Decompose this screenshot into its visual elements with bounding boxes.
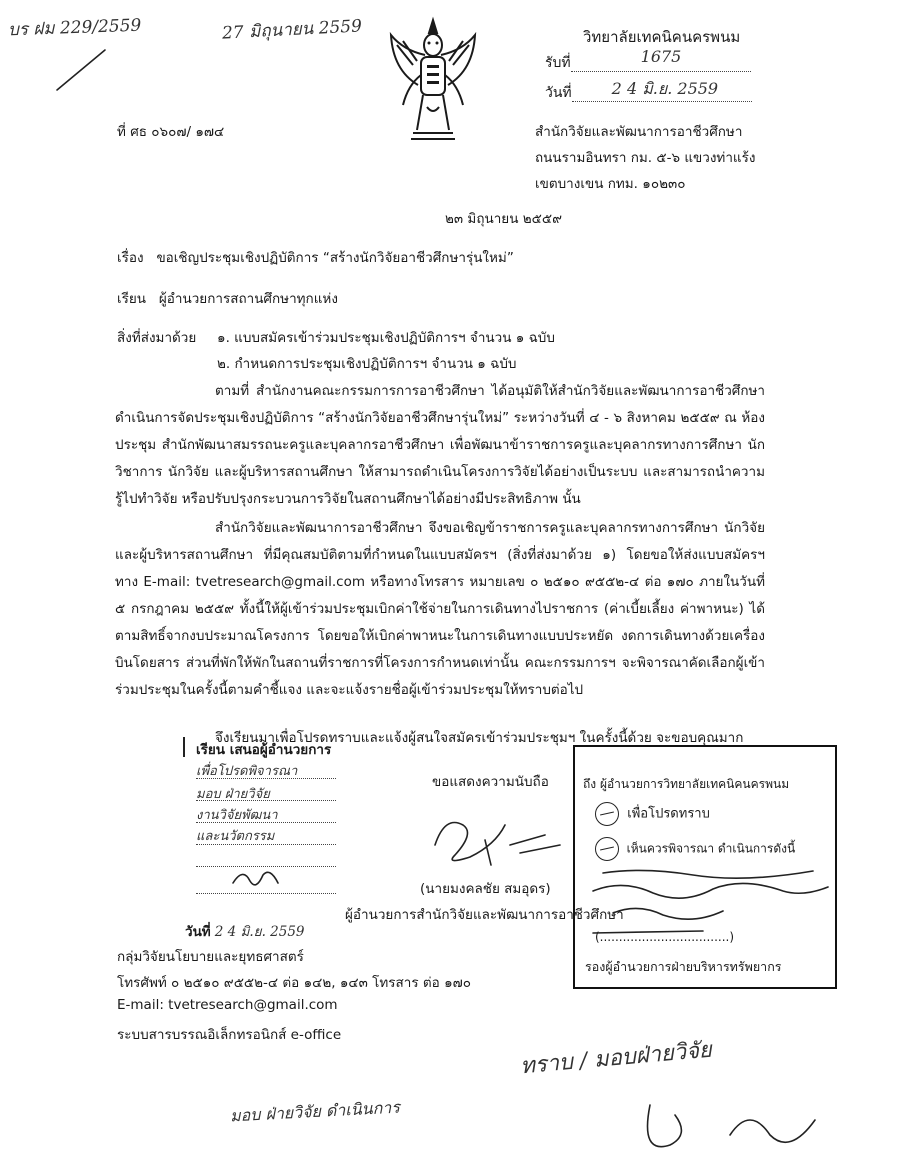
stamp-title: ถึง ผู้อำนวยการวิทยาลัยเทคนิคนครพนม bbox=[583, 777, 790, 791]
footer-phone: โทรศัพท์ ๐ ๒๕๑๐ ๙๕๕๒-๔ ต่อ ๑๔๒, ๑๔๓ โทรสาร ต่อ ๑๗๐ bbox=[117, 975, 472, 991]
receipt-no-row bbox=[545, 47, 751, 74]
footer-system: ระบบสารบรรณอิเล็กทรอนิกส์ e-office bbox=[117, 1027, 342, 1043]
subject-label: เรื่อง bbox=[117, 250, 144, 266]
left-memo-dotline-4 bbox=[196, 844, 336, 845]
encl-item-1: ๑. แบบสมัครเข้าร่วมประชุมเชิงปฏิบัติการฯ จำนวน ๑ ฉบับ bbox=[217, 330, 555, 346]
stamp-option-1 bbox=[595, 802, 710, 826]
signer-name: (นายมงคลชัย สมอุดร) bbox=[420, 881, 551, 897]
signer-title: ผู้อำนวยการสำนักวิจัยและพัฒนาการอาชีวศึกษา bbox=[345, 907, 624, 923]
left-memo-dotline-2 bbox=[196, 800, 336, 801]
left-memo-line2: มอบ ฝ่ายวิจัย bbox=[196, 787, 270, 802]
receipt-no-label: รับที่ bbox=[545, 55, 571, 71]
sender-office: สำนักวิจัยและพัฒนาการอาชีวศึกษา bbox=[535, 124, 743, 140]
address-line1: ถนนรามอินทรา กม. ๕-๖ แขวงท่าแร้ง bbox=[535, 150, 756, 166]
routing-stamp-box bbox=[573, 745, 837, 989]
handwriting-bottom-right-signature bbox=[640, 1085, 840, 1165]
to-label: เรียน bbox=[117, 291, 147, 307]
left-memo-line3: งานวิจัยพัฒนา bbox=[196, 808, 278, 823]
to-text: ผู้อำนวยการสถานศึกษาทุกแห่ง bbox=[158, 291, 338, 307]
subject-row bbox=[117, 246, 514, 268]
left-memo-dotline-3 bbox=[196, 822, 336, 823]
stamp-option-1-mark bbox=[595, 802, 619, 826]
receipt-date-row bbox=[545, 79, 752, 104]
body-paragraph-1: ตามที่ สำนักงานคณะกรรมการการอาชีวศึกษา ได้อนุมัติให้สำนักวิจัยและพัฒนาการอาชีวศึกษา ดำเนินการจัดประชุมเชิงปฏิบัติการ “สร้างนักวิจัยอาชีวศึกษารุ่นใหม่” ระหว่างวันที่ ๔ - ๖ สิงหาคม ๒๕๕๙ ณ ห้องประชุม สำนักพัฒนาสมรรถนะครูและบุคลากรอาชีวศึกษา เพื่อพัฒนาข้าราชการครูและบุคลากรทางการศึกษา นักวิชาการ นักวิจัย และผู้บริหารสถานศึกษา ให้สามารถดำเนินโครงการวิจัยได้อย่างเป็นระบบ และสามารถนำความรู้ไปทำวิจัย หรือปรับปรุงกระบวนการวิจัยในสถานศึกษาได้อย่างมีประสิทธิภาพ นั้น bbox=[115, 383, 765, 507]
receipt-no-value: 1675 bbox=[640, 47, 682, 66]
address-line2: เขตบางเขน กทม. ๑๐๒๓๐ bbox=[535, 176, 686, 192]
left-memo-initials bbox=[228, 865, 288, 895]
margin-stroke bbox=[55, 45, 115, 95]
ref-no: ที่ ศธ ๐๖๐๗/ ๑๗๔ bbox=[117, 124, 225, 140]
left-memo-date-row bbox=[185, 920, 305, 942]
closing: ขอแสดงความนับถือ bbox=[432, 774, 549, 790]
to-row bbox=[117, 287, 338, 309]
left-memo-heading: เรียน เสนอผู้อำนวยการ bbox=[196, 742, 332, 758]
stamp-option-1-text: เพื่อโปรดทราบ bbox=[627, 806, 710, 822]
handwriting-bottom-right: ทราบ / มอบฝ่ายวิจัย bbox=[519, 1037, 713, 1080]
stamp-option-2 bbox=[595, 837, 795, 861]
receipt-date-value: 2 4 มิ.ย. 2559 bbox=[611, 79, 719, 98]
left-memo-date-label: วันที่ bbox=[185, 924, 211, 940]
left-memo-date-value: 2 4 มิ.ย. 2559 bbox=[214, 924, 305, 940]
subject-text: ขอเชิญประชุมเชิงปฏิบัติการ “สร้างนักวิจัยอาชีวศึกษารุ่นใหม่” bbox=[156, 250, 514, 266]
receipt-college: วิทยาลัยเทคนิคนครพนม bbox=[583, 28, 741, 46]
signature bbox=[425, 805, 565, 875]
footer-email: E-mail: tvetresearch@gmail.com bbox=[117, 997, 338, 1013]
stamp-signer-paren: (..................................) bbox=[595, 930, 735, 944]
handwriting-bottom-left: มอบ ฝ่ายวิจัย ดำเนินการ bbox=[229, 1097, 401, 1126]
left-memo-dotline-1 bbox=[196, 778, 336, 779]
margin-note-top-date: 27 มิถุนายน 2559 bbox=[221, 16, 363, 44]
receipt-date-label: วันที่ bbox=[545, 85, 572, 101]
garuda-emblem bbox=[383, 15, 483, 154]
left-memo-bracket bbox=[183, 737, 185, 757]
encl-item-2: ๒. กำหนดการประชุมเชิงปฏิบัติการฯ จำนวน ๑ ฉบับ bbox=[217, 356, 517, 372]
footer-dept: กลุ่มวิจัยนโยบายและยุทธศาสตร์ bbox=[117, 949, 304, 965]
letter-date: ๒๓ มิถุนายน ๒๕๕๙ bbox=[445, 211, 562, 227]
left-memo-line4: และนวัตกรรม bbox=[196, 829, 275, 844]
body-paragraph-3: จึงเรียนมาเพื่อโปรดทราบและแจ้งผู้สนใจสมัครเข้าร่วมประชุมฯ ในครั้งนี้ด้วย จะขอบคุณมาก bbox=[215, 730, 744, 746]
stamp-option-2-mark bbox=[595, 837, 619, 861]
stamp-option-2-text: เห็นควรพิจารณา ดำเนินการดังนี้ bbox=[626, 841, 796, 856]
margin-note-top-left: บร ฝม 229/2559 bbox=[7, 15, 142, 41]
stamp-signer-title: รองผู้อำนวยการฝ่ายบริหารทรัพยากร bbox=[585, 959, 782, 974]
left-memo-line1: เพื่อโปรดพิจารณา bbox=[196, 764, 298, 779]
body-paragraph-2: สำนักวิจัยและพัฒนาการอาชีวศึกษา จึงขอเชิญข้าราชการครูและบุคลากรทางการศึกษา นักวิจัย และผู้บริหารสถานศึกษา ที่มีคุณสมบัติตามที่กำหนดในแบบสมัครฯ (สิ่งที่ส่งมาด้วย ๑) โดยขอให้ส่งแบบสมัครฯ ทาง E-mail: tvetresearch@gmail.com หรือทางโทรสาร หมายเลข ๐ ๒๕๑๐ ๙๕๕๒-๔ ต่อ ๑๗๐ ภายในวันที่ ๕ กรกฎาคม ๒๕๕๙ ทั้งนี้ให้ผู้เข้าร่วมประชุมเบิกค่าใช้จ่ายในการเดินทางไปราชการ (ค่าเบี้ยเลี้ยง ค่าพาหนะ) ได้ตามสิทธิ์จากงบประมาณโครงการ โดยขอให้เบิกค่าพาหนะในการเดินทางแบบประหยัด งดการเดินทางด้วยเครื่องบินโดยสาร ส่วนที่พักให้พักในสถานที่ราชการที่โครงการกำหนดเท่านั้น คณะกรรมการฯ จะพิจารณาคัดเลือกผู้เข้าร่วมประชุมในครั้งนี้ตามคำชี้แจง และจะแจ้งรายชื่อผู้เข้าร่วมประชุมให้ทราบต่อไป bbox=[115, 520, 765, 698]
encl-label: สิ่งที่ส่งมาด้วย bbox=[117, 330, 197, 346]
